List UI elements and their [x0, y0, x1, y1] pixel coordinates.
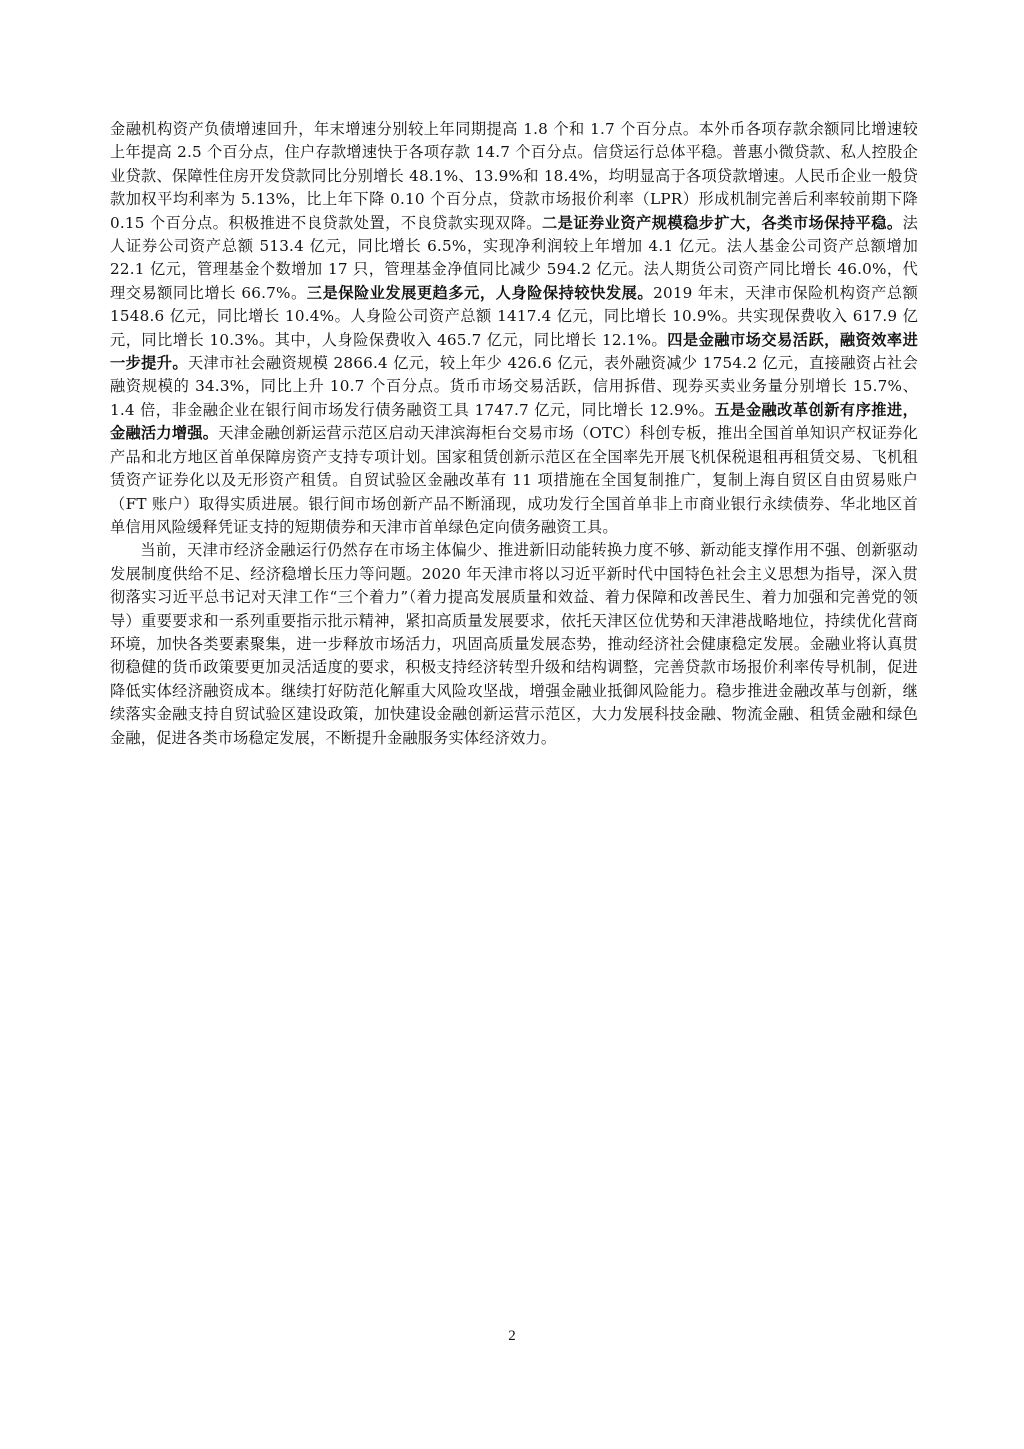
text-segment: 法人证券公司资产总额 513.4 亿元，同比增长 6.5%，实现净利润较上年增加 4.1 亿元。法人基金公司资产总额增加 22.1 亿元，管理基金个数增加 17 只，管理基金净值同比减少 594.2 亿元。法人期货公司资产同比增长 46.0%，代理交易额同比增长 66.7%。 [110, 213, 918, 302]
body-text [110, 118, 918, 750]
highlight-reform: 五是金融改革创新有序推进，金融活力增强。 [110, 400, 918, 443]
highlight-market: 四是金融市场交易活跃，融资效率进一步提升。 [110, 330, 918, 373]
text-segment: 2019 年末，天津市保险机构资产总额 1548.6 亿元，同比增长 10.4%。人身险公司资产总额 1417.4 亿元，同比增长 10.9%。共实现保费收入 617.9 亿元，同比增长 10.3%。其中，人身险保费收入 465.7 亿元，同比增长 12.1%。 [110, 283, 919, 349]
text-segment: 天津金融创新运营示范区启动天津滨海柜台交易市场（OTC）科创专板，推出全国首单知识产权证券化产品和北方地区首单保障房资产支持专项计划。国家租赁创新示范区在全国率先开展飞机保税退租再租赁交易、飞机租赁资产证券化以及无形资产租赁。自贸试验区金融改革有 11 项措施在全国复制推广，复制上海自贸区自由贸易账户（FT 账户）取得实质进展。银行间市场创新产品不断涌现，成功发行全国首单非上市商业银行永续债券、华北地区首单信用风险缓释凭证支持的短期债券和天津市首单绿色定向债务融资工具。 [110, 424, 918, 536]
highlight-securities: 二是证券业资产规模稳步扩大，各类市场保持平稳。 [541, 213, 903, 232]
paragraph-financial-overview [110, 118, 918, 539]
page-number: 2 [508, 1328, 516, 1344]
text-segment: 天津市社会融资规模 2866.4 亿元，较上年少 426.6 亿元，表外融资减少 1754.2 亿元，直接融资占社会融资规模的 34.3%，同比上升 10.7 个百分点。货币市场交易活跃，信用拆借、现券买卖业务量分别增长 15.7%、1.4 倍，非金融企业在银行间市场发行债务融资工具 1747.7 亿元，同比增长 12.9%。 [110, 354, 919, 419]
highlight-insurance: 三是保险业发展更趋多元，人身险保持较快发展。 [306, 283, 654, 302]
paragraph-outlook: 当前，天津市经济金融运行仍然存在市场主体偏少、推进新旧动能转换力度不够、新动能支撑作用不强、创新驱动发展制度供给不足、经济稳增长压力等问题。2020 年天津市将以习近平新时代中国特色社会主义思想为指导，深入贯彻落实习近平总书记对天津工作“三个着力”（着力提高发展质量和效益、着力保障和改善民生、着力加强和完善党的领导）重要要求和一系列重要指示批示精神，紧扣高质量发展要求，依托天津区位优势和天津港战略地位，持续优化营商环境，加快各类要素聚集，进一步释放市场活力，巩固高质量发展态势，推动经济社会健康稳定发展。金融业将认真贯彻稳健的货币政策要更加灵活适度的要求，积极支持经济转型升级和结构调整，完善贷款市场报价利率传导机制，促进降低实体经济融资成本。继续打好防范化解重大风险攻坚战，增强金融业抵御风险能力。稳步推进金融改革与创新，继续落实金融支持自贸试验区建设政策，加快建设金融创新运营示范区，大力发展科技金融、物流金融、租赁金融和绿色金融，促进各类市场稳定发展，不断提升金融服务实体经济效力。 [110, 541, 918, 747]
text-segment: 金融机构资产负债增速回升，年末增速分别较上年同期提高 1.8 个和 1.7 个百分点。本外币各项存款余额同比增速较上年提高 2.5 个百分点，住户存款增速快于各项存款 14.7 个百分点。信贷运行总体平稳。普惠小微贷款、私人控股企业贷款、保障性住房开发贷款同比分别增长 48.1%、13.9%和 18.4%，均明显高于各项贷款增速。人民币企业一般贷款加权平均利率为 5.13%，比上年下降 0.10 个百分点，贷款市场报价利率（LPR）形成机制完善后利率较前期下降 0.15 个百分点。积极推进不良贷款处置，不良贷款实现双降。 [110, 120, 918, 232]
